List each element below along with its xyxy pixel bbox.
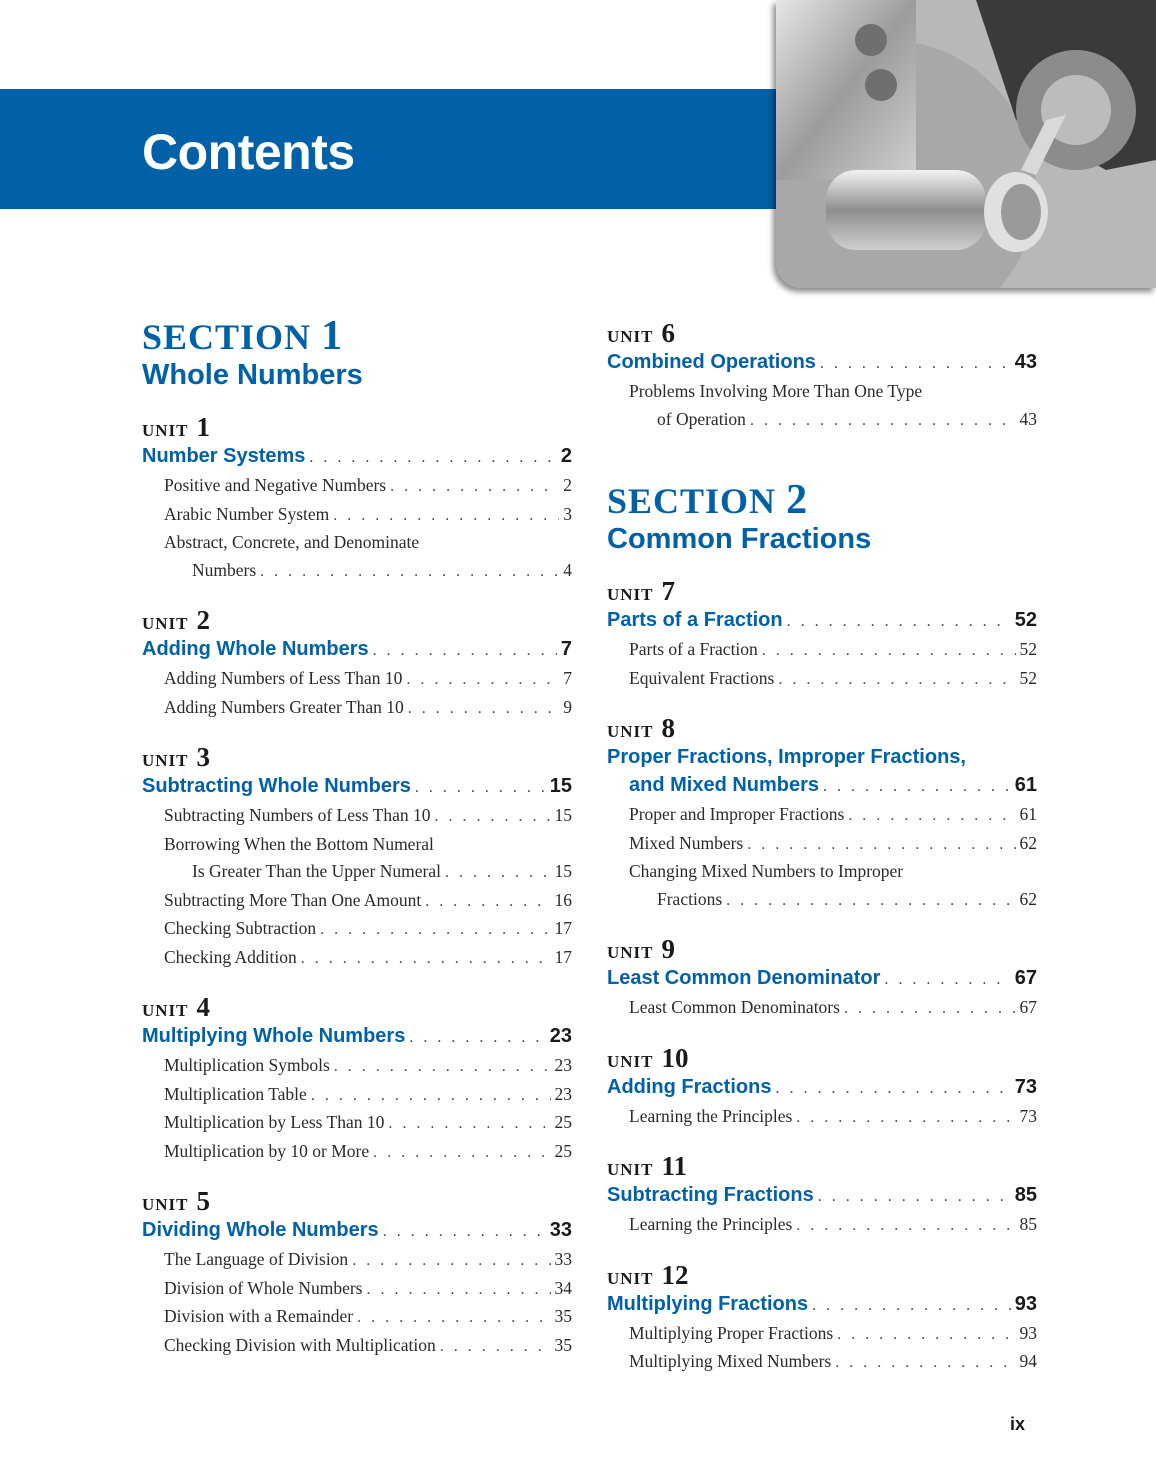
dot-leader bbox=[823, 773, 1011, 801]
page-ref: 17 bbox=[554, 918, 572, 938]
dot-leader bbox=[357, 1304, 550, 1332]
dot-leader bbox=[440, 1333, 551, 1361]
unit-block bbox=[607, 713, 1037, 914]
section-heading bbox=[607, 477, 1037, 523]
unit-word: UNIT bbox=[607, 585, 654, 604]
page-ref: 94 bbox=[1019, 1351, 1037, 1371]
section-number: 1 bbox=[321, 313, 344, 359]
dot-leader bbox=[726, 887, 1015, 915]
unit-title-link[interactable] bbox=[142, 442, 572, 472]
topic-link[interactable] bbox=[607, 378, 1037, 406]
topic-link[interactable] bbox=[142, 802, 572, 831]
dot-leader bbox=[373, 637, 557, 665]
unit-label bbox=[607, 934, 1037, 964]
topic-title: Multiplication Table bbox=[164, 1083, 307, 1104]
unit-number: 10 bbox=[661, 1042, 689, 1073]
page-ref: 15 bbox=[554, 861, 572, 881]
unit-title-link[interactable] bbox=[142, 1022, 572, 1052]
unit-title-link[interactable] bbox=[607, 1181, 1037, 1211]
topic-link[interactable] bbox=[607, 1211, 1037, 1240]
dot-leader bbox=[884, 966, 1010, 994]
dot-leader bbox=[383, 1218, 546, 1246]
unit-word: UNIT bbox=[142, 421, 189, 440]
dot-leader bbox=[415, 774, 546, 802]
unit-title: Subtracting Fractions bbox=[607, 1184, 814, 1206]
dot-leader bbox=[260, 558, 559, 586]
unit-title: and Mixed Numbers bbox=[629, 774, 820, 796]
dot-leader bbox=[333, 502, 559, 530]
unit-title: Number Systems bbox=[142, 445, 306, 467]
unit-number: 6 bbox=[661, 318, 676, 348]
unit-word: UNIT bbox=[607, 1051, 654, 1071]
unit-word: UNIT bbox=[142, 1001, 189, 1020]
unit-block bbox=[142, 412, 572, 585]
topic-title: Multiplying Proper Fractions bbox=[629, 1322, 834, 1343]
topic-link[interactable] bbox=[142, 694, 572, 723]
unit-block bbox=[142, 742, 572, 972]
topic-title: Adding Numbers of Less Than 10 bbox=[164, 668, 403, 688]
unit-word: UNIT bbox=[607, 943, 654, 962]
dot-leader bbox=[787, 608, 1011, 636]
dot-leader bbox=[775, 1075, 1010, 1103]
dot-leader bbox=[406, 666, 559, 694]
unit-number: 2 bbox=[196, 605, 211, 635]
unit-block bbox=[607, 576, 1037, 693]
unit-number: 12 bbox=[661, 1259, 689, 1290]
dot-leader bbox=[778, 666, 1015, 694]
topic-title: Abstract, Concrete, and Denominate bbox=[164, 532, 420, 552]
page-ref: 73 bbox=[1019, 1105, 1037, 1126]
topic-link-continued[interactable] bbox=[142, 858, 572, 887]
topic-title: Learning the Principles bbox=[629, 1214, 793, 1234]
page-ref: 52 bbox=[1014, 609, 1037, 631]
page-ref: 61 bbox=[1014, 774, 1037, 796]
unit-title: Adding Fractions bbox=[607, 1075, 772, 1098]
page-ref: 85 bbox=[1019, 1214, 1037, 1234]
topic-title: Fractions bbox=[657, 888, 723, 909]
topic-link[interactable] bbox=[607, 1320, 1037, 1349]
topic-title: Proper and Improper Fractions bbox=[629, 804, 845, 824]
unit-block bbox=[607, 1260, 1037, 1377]
topic-link[interactable] bbox=[607, 858, 1037, 886]
dot-leader bbox=[820, 350, 1011, 378]
unit-number: 7 bbox=[661, 576, 676, 606]
dot-leader bbox=[818, 1183, 1011, 1211]
unit-title: Parts of a Fraction bbox=[607, 609, 783, 631]
toc-left-column bbox=[142, 313, 572, 1380]
unit-title: Multiplying Fractions bbox=[607, 1292, 809, 1315]
unit-label bbox=[142, 742, 572, 772]
dot-leader bbox=[320, 916, 550, 944]
cnc-machine-image bbox=[776, 0, 1156, 288]
page-ref: 9 bbox=[563, 696, 572, 717]
page-number: ix bbox=[1010, 1414, 1026, 1434]
page-ref: 43 bbox=[1014, 351, 1037, 373]
topic-title: Multiplying Mixed Numbers bbox=[629, 1351, 832, 1371]
dot-leader bbox=[445, 859, 551, 887]
unit-label bbox=[607, 318, 1037, 348]
unit-label bbox=[142, 605, 572, 635]
section-heading bbox=[142, 313, 572, 359]
topic-title: Subtracting More Than One Amount bbox=[164, 889, 422, 910]
unit-title: Adding Whole Numbers bbox=[142, 638, 369, 660]
title-banner bbox=[0, 89, 800, 209]
page-ref: 34 bbox=[554, 1277, 572, 1298]
dot-leader bbox=[409, 1024, 545, 1052]
page-ref: 23 bbox=[549, 1025, 572, 1047]
dot-leader bbox=[848, 802, 1015, 830]
topic-link[interactable] bbox=[142, 1109, 572, 1138]
page-ref: 52 bbox=[1019, 667, 1037, 688]
unit-label bbox=[142, 992, 572, 1022]
unit-title-link[interactable] bbox=[607, 348, 1037, 378]
topic-link[interactable] bbox=[142, 1303, 572, 1332]
dot-leader bbox=[796, 1104, 1015, 1132]
dot-leader bbox=[762, 637, 1016, 665]
page-ref: 43 bbox=[1019, 408, 1037, 429]
unit-label bbox=[607, 576, 1037, 606]
unit-word: UNIT bbox=[142, 614, 189, 633]
page-ref: 7 bbox=[563, 668, 572, 688]
unit-block bbox=[607, 1043, 1037, 1132]
topic-title: The Language of Division bbox=[164, 1249, 349, 1269]
unit-word: UNIT bbox=[142, 1195, 189, 1214]
dot-leader bbox=[435, 803, 551, 831]
unit-title: Least Common Denominator bbox=[607, 967, 881, 989]
unit-title-link[interactable] bbox=[142, 772, 572, 802]
page-ref: 33 bbox=[554, 1249, 572, 1269]
dot-leader bbox=[373, 1139, 550, 1167]
topic-title: Problems Involving More Than One Type bbox=[629, 381, 923, 401]
page-ref: 67 bbox=[1019, 997, 1037, 1017]
page-title: Contents bbox=[142, 124, 355, 180]
unit-number: 4 bbox=[196, 992, 211, 1022]
topic-link[interactable] bbox=[142, 831, 572, 859]
page-ref: 16 bbox=[554, 889, 572, 910]
page-ref: 23 bbox=[554, 1083, 572, 1104]
dot-leader bbox=[301, 945, 551, 973]
unit-title: Subtracting Whole Numbers bbox=[142, 775, 411, 797]
topic-link[interactable] bbox=[607, 1348, 1037, 1377]
page-ref: 15 bbox=[554, 805, 572, 825]
dot-leader bbox=[352, 1247, 550, 1275]
topic-title: Checking Addition bbox=[164, 946, 297, 967]
unit-title: Dividing Whole Numbers bbox=[142, 1219, 379, 1241]
unit-title-link[interactable] bbox=[142, 635, 572, 665]
unit-block bbox=[142, 1186, 572, 1360]
page-ref: 3 bbox=[563, 503, 572, 524]
topic-title: Learning the Principles bbox=[629, 1105, 793, 1126]
unit-title-link[interactable] bbox=[607, 1073, 1037, 1103]
page-ref: 73 bbox=[1014, 1075, 1037, 1098]
unit-number: 3 bbox=[196, 742, 211, 772]
toc-right-column bbox=[607, 318, 1037, 1397]
page-ref: 85 bbox=[1014, 1184, 1037, 1206]
topic-title: Arabic Number System bbox=[164, 503, 330, 524]
topic-link[interactable] bbox=[607, 994, 1037, 1023]
unit-title-link-continued[interactable] bbox=[607, 771, 1037, 801]
unit-title: Proper Fractions, Improper Fractions, bbox=[607, 746, 966, 768]
topic-title: Equivalent Fractions bbox=[629, 667, 775, 688]
dot-leader bbox=[835, 1349, 1015, 1377]
unit-word: UNIT bbox=[607, 1268, 654, 1288]
page-ref: 7 bbox=[560, 638, 572, 660]
topic-title: Checking Division with Multiplication bbox=[164, 1334, 436, 1355]
topic-title: Checking Subtraction bbox=[164, 918, 317, 938]
unit-label bbox=[607, 1151, 1037, 1181]
dot-leader bbox=[844, 995, 1016, 1023]
page-ref: 15 bbox=[549, 775, 572, 797]
unit-block bbox=[142, 605, 572, 722]
topic-title: Multiplication by Less Than 10 bbox=[164, 1112, 385, 1132]
unit-title: Combined Operations bbox=[607, 351, 816, 373]
topic-link[interactable] bbox=[142, 915, 572, 944]
topic-title: Adding Numbers Greater Than 10 bbox=[164, 696, 404, 717]
page-ref: 93 bbox=[1014, 1292, 1037, 1315]
section-title: Common Fractions bbox=[607, 523, 872, 555]
unit-label bbox=[142, 1186, 572, 1216]
unit-word: UNIT bbox=[607, 1160, 654, 1179]
unit-title-link[interactable] bbox=[607, 1290, 1037, 1320]
topic-link[interactable] bbox=[142, 1052, 572, 1081]
unit-title-link[interactable] bbox=[142, 1216, 572, 1246]
topic-title: Is Greater Than the Upper Numeral bbox=[192, 861, 441, 881]
page-ref: 17 bbox=[554, 946, 572, 967]
page-ref: 25 bbox=[554, 1140, 572, 1161]
topic-title: Mixed Numbers bbox=[629, 832, 744, 853]
topic-link[interactable] bbox=[142, 529, 572, 557]
topic-title: Division of Whole Numbers bbox=[164, 1277, 363, 1298]
unit-number: 9 bbox=[661, 934, 676, 964]
unit-number: 1 bbox=[196, 412, 211, 442]
unit-block bbox=[142, 992, 572, 1166]
topic-link-continued[interactable] bbox=[607, 886, 1037, 915]
page-ref: 25 bbox=[554, 1112, 572, 1132]
topic-link[interactable] bbox=[142, 944, 572, 973]
dot-leader bbox=[796, 1212, 1015, 1240]
topic-link[interactable] bbox=[142, 1081, 572, 1110]
unit-number: 8 bbox=[661, 713, 676, 743]
topic-title: Multiplication by 10 or More bbox=[164, 1140, 370, 1161]
topic-link[interactable] bbox=[142, 472, 572, 501]
topic-title: Changing Mixed Numbers to Improper bbox=[629, 861, 904, 881]
topic-title: Subtracting Numbers of Less Than 10 bbox=[164, 805, 431, 825]
dot-leader bbox=[750, 407, 1016, 435]
header-photo bbox=[776, 0, 1156, 288]
unit-title-link[interactable] bbox=[607, 606, 1037, 636]
section-word: SECTION bbox=[142, 317, 312, 357]
dot-leader bbox=[425, 888, 550, 916]
page-ref: 2 bbox=[563, 475, 572, 495]
dot-leader bbox=[408, 695, 559, 723]
page-ref: 67 bbox=[1014, 967, 1037, 989]
topic-link[interactable] bbox=[142, 501, 572, 530]
topic-link[interactable] bbox=[607, 1103, 1037, 1132]
page-ref: 33 bbox=[549, 1219, 572, 1241]
dot-leader bbox=[366, 1276, 550, 1304]
topic-link[interactable] bbox=[142, 665, 572, 694]
unit-word: UNIT bbox=[607, 722, 654, 741]
topic-link[interactable] bbox=[142, 1275, 572, 1304]
topic-link[interactable] bbox=[142, 1138, 572, 1167]
page-ref: 35 bbox=[554, 1306, 572, 1326]
unit-block bbox=[607, 318, 1037, 434]
topic-link[interactable] bbox=[607, 636, 1037, 665]
topic-title: of Operation bbox=[657, 408, 746, 429]
dot-leader bbox=[747, 831, 1015, 859]
topic-title: Numbers bbox=[192, 559, 257, 580]
dot-leader bbox=[837, 1321, 1015, 1349]
unit-title-link[interactable] bbox=[607, 743, 1037, 771]
topic-title: Parts of a Fraction bbox=[629, 639, 758, 659]
unit-title: Multiplying Whole Numbers bbox=[142, 1025, 406, 1047]
section-word: SECTION bbox=[607, 481, 777, 521]
page-ref: 62 bbox=[1019, 888, 1037, 909]
dot-leader bbox=[390, 473, 559, 501]
unit-label bbox=[607, 1043, 1037, 1073]
topic-link[interactable] bbox=[142, 1332, 572, 1361]
topic-link[interactable] bbox=[142, 887, 572, 916]
topic-title: Multiplication Symbols bbox=[164, 1055, 330, 1075]
topic-title: Borrowing When the Bottom Numeral bbox=[164, 833, 434, 854]
dot-leader bbox=[388, 1110, 550, 1138]
topic-title: Positive and Negative Numbers bbox=[164, 475, 387, 495]
topic-link[interactable] bbox=[607, 801, 1037, 830]
topic-title: Division with a Remainder bbox=[164, 1306, 354, 1326]
topic-link[interactable] bbox=[607, 665, 1037, 694]
topic-link[interactable] bbox=[607, 830, 1037, 859]
topic-link-continued[interactable] bbox=[607, 406, 1037, 435]
page-ref: 93 bbox=[1019, 1322, 1037, 1343]
unit-number: 5 bbox=[196, 1186, 211, 1216]
dot-leader bbox=[311, 1082, 551, 1110]
page-ref: 61 bbox=[1019, 804, 1037, 824]
page-ref: 35 bbox=[554, 1334, 572, 1355]
page-ref: 52 bbox=[1019, 639, 1037, 659]
topic-link[interactable] bbox=[142, 1246, 572, 1275]
unit-block bbox=[607, 1151, 1037, 1240]
unit-label bbox=[142, 412, 572, 442]
unit-block bbox=[607, 934, 1037, 1023]
page-ref: 4 bbox=[563, 559, 572, 580]
section-title: Whole Numbers bbox=[142, 359, 363, 391]
section-number: 2 bbox=[786, 477, 809, 523]
unit-number: 11 bbox=[661, 1151, 688, 1181]
dot-leader bbox=[309, 444, 556, 472]
unit-word: UNIT bbox=[142, 751, 189, 770]
page-ref: 62 bbox=[1019, 832, 1037, 853]
page-ref: 2 bbox=[560, 445, 572, 467]
page-ref: 23 bbox=[554, 1055, 572, 1075]
topic-link-continued[interactable] bbox=[142, 557, 572, 586]
unit-title-link[interactable] bbox=[607, 964, 1037, 994]
dot-leader bbox=[334, 1053, 551, 1081]
topic-title: Least Common Denominators bbox=[629, 997, 840, 1017]
unit-label bbox=[607, 1260, 1037, 1290]
unit-word: UNIT bbox=[607, 327, 654, 346]
dot-leader bbox=[812, 1292, 1011, 1320]
unit-label bbox=[607, 713, 1037, 743]
